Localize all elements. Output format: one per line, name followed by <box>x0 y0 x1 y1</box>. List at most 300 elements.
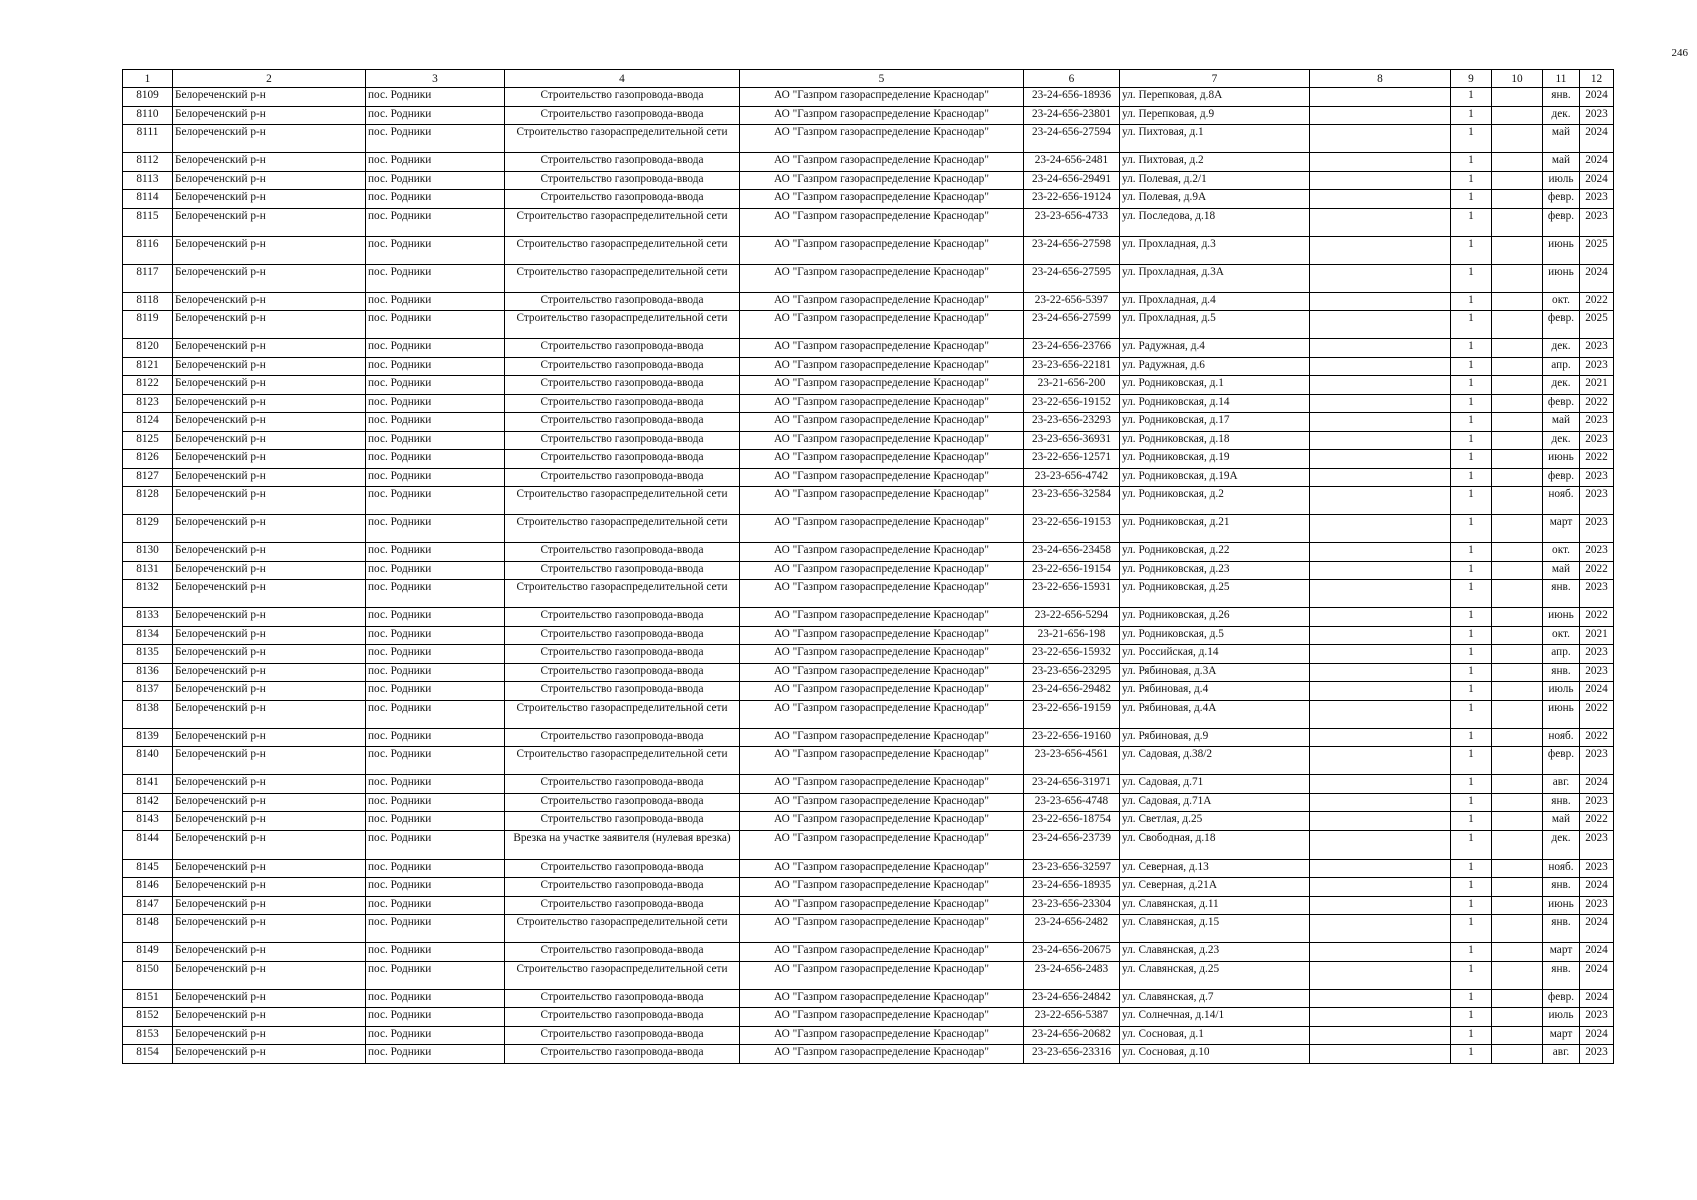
district-cell: Белореченский р-н <box>173 896 366 915</box>
month-cell: дек. <box>1543 376 1580 395</box>
settlement-cell: пос. Родники <box>366 608 505 627</box>
column-10-cell <box>1492 543 1543 562</box>
district-cell: Белореченский р-н <box>173 487 366 515</box>
settlement-cell: пос. Родники <box>366 413 505 432</box>
column-8-cell <box>1310 859 1451 878</box>
year-cell: 2024 <box>1580 915 1614 943</box>
year-cell: 2024 <box>1580 171 1614 190</box>
work-type-cell: Строительство газораспределительной сети <box>505 700 740 728</box>
application-code-cell: 23-24-656-20682 <box>1024 1026 1120 1045</box>
district-cell: Белореченский р-н <box>173 413 366 432</box>
district-cell: Белореченский р-н <box>173 543 366 562</box>
month-cell: июль <box>1543 682 1580 701</box>
application-code-cell: 23-23-656-4733 <box>1024 208 1120 236</box>
quantity-cell: 1 <box>1451 561 1492 580</box>
column-8-cell <box>1310 153 1451 172</box>
month-cell: май <box>1543 413 1580 432</box>
address-cell: ул. Родниковская, д.22 <box>1120 543 1310 562</box>
column-header: 11 <box>1543 70 1580 88</box>
settlement-cell: пос. Родники <box>366 1008 505 1027</box>
work-type-cell: Строительство газопровода-ввода <box>505 896 740 915</box>
application-code-cell: 23-24-656-23801 <box>1024 106 1120 125</box>
address-cell: ул. Прохладная, д.3 <box>1120 236 1310 264</box>
organization-cell: АО "Газпром газораспределение Краснодар" <box>740 1008 1024 1027</box>
month-cell: дек. <box>1543 830 1580 859</box>
table-row <box>123 943 1614 962</box>
year-cell: 2023 <box>1580 859 1614 878</box>
row-number: 8109 <box>123 88 173 107</box>
month-cell: янв. <box>1543 915 1580 943</box>
column-8-cell <box>1310 915 1451 943</box>
year-cell: 2021 <box>1580 626 1614 645</box>
organization-cell: АО "Газпром газораспределение Краснодар" <box>740 608 1024 627</box>
quantity-cell: 1 <box>1451 859 1492 878</box>
application-code-cell: 23-23-656-23293 <box>1024 413 1120 432</box>
work-type-cell: Строительство газопровода-ввода <box>505 292 740 311</box>
district-cell: Белореченский р-н <box>173 1008 366 1027</box>
column-10-cell <box>1492 859 1543 878</box>
application-code-cell: 23-24-656-2482 <box>1024 915 1120 943</box>
quantity-cell: 1 <box>1451 626 1492 645</box>
column-header: 12 <box>1580 70 1614 88</box>
column-8-cell <box>1310 431 1451 450</box>
address-cell: ул. Рябиновая, д.3А <box>1120 663 1310 682</box>
table-row <box>123 543 1614 562</box>
district-cell: Белореченский р-н <box>173 663 366 682</box>
organization-cell: АО "Газпром газораспределение Краснодар" <box>740 468 1024 487</box>
settlement-cell: пос. Родники <box>366 915 505 943</box>
address-cell: ул. Родниковская, д.19 <box>1120 450 1310 469</box>
table-row <box>123 728 1614 747</box>
month-cell: май <box>1543 153 1580 172</box>
application-code-cell: 23-23-656-36931 <box>1024 431 1120 450</box>
settlement-cell: пос. Родники <box>366 543 505 562</box>
address-cell: ул. Полевая, д.9А <box>1120 190 1310 209</box>
table-row <box>123 793 1614 812</box>
work-type-cell: Строительство газопровода-ввода <box>505 450 740 469</box>
work-type-cell: Строительство газопровода-ввода <box>505 394 740 413</box>
table-row <box>123 580 1614 608</box>
district-cell: Белореченский р-н <box>173 376 366 395</box>
address-cell: ул. Радужная, д.4 <box>1120 339 1310 358</box>
table-row <box>123 515 1614 543</box>
address-cell: ул. Перепковая, д.8А <box>1120 88 1310 107</box>
address-cell: ул. Родниковская, д.1 <box>1120 376 1310 395</box>
year-cell: 2023 <box>1580 106 1614 125</box>
row-number: 8153 <box>123 1026 173 1045</box>
settlement-cell: пос. Родники <box>366 663 505 682</box>
work-type-cell: Строительство газопровода-ввода <box>505 728 740 747</box>
month-cell: дек. <box>1543 431 1580 450</box>
month-cell: июнь <box>1543 264 1580 292</box>
row-number: 8147 <box>123 896 173 915</box>
work-type-cell: Строительство газораспределительной сети <box>505 208 740 236</box>
table-header <box>123 70 1614 88</box>
address-cell: ул. Славянская, д.25 <box>1120 961 1310 989</box>
organization-cell: АО "Газпром газораспределение Краснодар" <box>740 413 1024 432</box>
table-row <box>123 561 1614 580</box>
application-code-cell: 23-24-656-27595 <box>1024 264 1120 292</box>
address-cell: ул. Прохладная, д.3А <box>1120 264 1310 292</box>
address-cell: ул. Родниковская, д.21 <box>1120 515 1310 543</box>
address-cell: ул. Прохладная, д.5 <box>1120 311 1310 339</box>
year-cell: 2023 <box>1580 487 1614 515</box>
column-10-cell <box>1492 608 1543 627</box>
application-code-cell: 23-22-656-18754 <box>1024 812 1120 831</box>
month-cell: март <box>1543 515 1580 543</box>
work-type-cell: Строительство газораспределительной сети <box>505 747 740 775</box>
row-number: 8139 <box>123 728 173 747</box>
quantity-cell: 1 <box>1451 775 1492 794</box>
work-type-cell: Строительство газопровода-ввода <box>505 431 740 450</box>
settlement-cell: пос. Родники <box>366 645 505 664</box>
column-8-cell <box>1310 106 1451 125</box>
table-row <box>123 812 1614 831</box>
district-cell: Белореченский р-н <box>173 339 366 358</box>
organization-cell: АО "Газпром газораспределение Краснодар" <box>740 339 1024 358</box>
registry-table <box>122 69 1614 1064</box>
year-cell: 2025 <box>1580 311 1614 339</box>
month-cell: янв. <box>1543 793 1580 812</box>
settlement-cell: пос. Родники <box>366 561 505 580</box>
address-cell: ул. Свободная, д.18 <box>1120 830 1310 859</box>
table-row <box>123 878 1614 897</box>
year-cell: 2023 <box>1580 896 1614 915</box>
application-code-cell: 23-24-656-29482 <box>1024 682 1120 701</box>
quantity-cell: 1 <box>1451 1008 1492 1027</box>
column-10-cell <box>1492 190 1543 209</box>
application-code-cell: 23-23-656-23316 <box>1024 1045 1120 1064</box>
organization-cell: АО "Газпром газораспределение Краснодар" <box>740 311 1024 339</box>
year-cell: 2025 <box>1580 236 1614 264</box>
column-10-cell <box>1492 645 1543 664</box>
row-number: 8128 <box>123 487 173 515</box>
quantity-cell: 1 <box>1451 468 1492 487</box>
organization-cell: АО "Газпром газораспределение Краснодар" <box>740 747 1024 775</box>
row-number: 8124 <box>123 413 173 432</box>
table-row <box>123 339 1614 358</box>
column-10-cell <box>1492 468 1543 487</box>
table-row <box>123 468 1614 487</box>
quantity-cell: 1 <box>1451 682 1492 701</box>
district-cell: Белореченский р-н <box>173 515 366 543</box>
settlement-cell: пос. Родники <box>366 311 505 339</box>
work-type-cell: Строительство газопровода-ввода <box>505 413 740 432</box>
table-row <box>123 915 1614 943</box>
month-cell: июль <box>1543 1008 1580 1027</box>
column-10-cell <box>1492 943 1543 962</box>
district-cell: Белореченский р-н <box>173 394 366 413</box>
quantity-cell: 1 <box>1451 413 1492 432</box>
work-type-cell: Строительство газопровода-ввода <box>505 376 740 395</box>
month-cell: май <box>1543 561 1580 580</box>
table-body <box>123 88 1614 1064</box>
table-row <box>123 1026 1614 1045</box>
month-cell: нояб. <box>1543 728 1580 747</box>
work-type-cell: Строительство газопровода-ввода <box>505 878 740 897</box>
settlement-cell: пос. Родники <box>366 793 505 812</box>
quantity-cell: 1 <box>1451 394 1492 413</box>
quantity-cell: 1 <box>1451 125 1492 153</box>
organization-cell: АО "Газпром газораспределение Краснодар" <box>740 236 1024 264</box>
column-10-cell <box>1492 431 1543 450</box>
month-cell: февр. <box>1543 747 1580 775</box>
row-number: 8125 <box>123 431 173 450</box>
quantity-cell: 1 <box>1451 357 1492 376</box>
column-10-cell <box>1492 153 1543 172</box>
settlement-cell: пос. Родники <box>366 153 505 172</box>
settlement-cell: пос. Родники <box>366 125 505 153</box>
quantity-cell: 1 <box>1451 171 1492 190</box>
row-number: 8140 <box>123 747 173 775</box>
settlement-cell: пос. Родники <box>366 989 505 1008</box>
year-cell: 2024 <box>1580 125 1614 153</box>
column-10-cell <box>1492 1008 1543 1027</box>
column-8-cell <box>1310 830 1451 859</box>
quantity-cell: 1 <box>1451 580 1492 608</box>
row-number: 8127 <box>123 468 173 487</box>
table-row <box>123 775 1614 794</box>
application-code-cell: 23-22-656-5397 <box>1024 292 1120 311</box>
month-cell: янв. <box>1543 961 1580 989</box>
district-cell: Белореченский р-н <box>173 580 366 608</box>
row-number: 8115 <box>123 208 173 236</box>
work-type-cell: Строительство газораспределительной сети <box>505 264 740 292</box>
district-cell: Белореченский р-н <box>173 357 366 376</box>
work-type-cell: Строительство газораспределительной сети <box>505 487 740 515</box>
year-cell: 2021 <box>1580 376 1614 395</box>
row-number: 8118 <box>123 292 173 311</box>
district-cell: Белореченский р-н <box>173 88 366 107</box>
column-header: 7 <box>1120 70 1310 88</box>
work-type-cell: Строительство газопровода-ввода <box>505 1026 740 1045</box>
year-cell: 2023 <box>1580 1008 1614 1027</box>
address-cell: ул. Рябиновая, д.4А <box>1120 700 1310 728</box>
column-header: 5 <box>740 70 1024 88</box>
quantity-cell: 1 <box>1451 915 1492 943</box>
application-code-cell: 23-24-656-27594 <box>1024 125 1120 153</box>
district-cell: Белореченский р-н <box>173 961 366 989</box>
address-cell: ул. Родниковская, д.25 <box>1120 580 1310 608</box>
work-type-cell: Строительство газораспределительной сети <box>505 236 740 264</box>
application-code-cell: 23-24-656-18936 <box>1024 88 1120 107</box>
quantity-cell: 1 <box>1451 700 1492 728</box>
application-code-cell: 23-22-656-15932 <box>1024 645 1120 664</box>
year-cell: 2022 <box>1580 394 1614 413</box>
row-number: 8149 <box>123 943 173 962</box>
district-cell: Белореченский р-н <box>173 236 366 264</box>
application-code-cell: 23-24-656-2483 <box>1024 961 1120 989</box>
quantity-cell: 1 <box>1451 896 1492 915</box>
quantity-cell: 1 <box>1451 339 1492 358</box>
settlement-cell: пос. Родники <box>366 580 505 608</box>
year-cell: 2023 <box>1580 663 1614 682</box>
year-cell: 2023 <box>1580 543 1614 562</box>
settlement-cell: пос. Родники <box>366 682 505 701</box>
month-cell: янв. <box>1543 878 1580 897</box>
month-cell: июнь <box>1543 700 1580 728</box>
settlement-cell: пос. Родники <box>366 859 505 878</box>
address-cell: ул. Родниковская, д.14 <box>1120 394 1310 413</box>
organization-cell: АО "Газпром газораспределение Краснодар" <box>740 125 1024 153</box>
organization-cell: АО "Газпром газораспределение Краснодар" <box>740 793 1024 812</box>
settlement-cell: пос. Родники <box>366 339 505 358</box>
row-number: 8143 <box>123 812 173 831</box>
year-cell: 2023 <box>1580 190 1614 209</box>
application-code-cell: 23-23-656-4561 <box>1024 747 1120 775</box>
address-cell: ул. Российская, д.14 <box>1120 645 1310 664</box>
address-cell: ул. Северная, д.21А <box>1120 878 1310 897</box>
year-cell: 2024 <box>1580 878 1614 897</box>
organization-cell: АО "Газпром газораспределение Краснодар" <box>740 645 1024 664</box>
address-cell: ул. Родниковская, д.18 <box>1120 431 1310 450</box>
application-code-cell: 23-24-656-24842 <box>1024 989 1120 1008</box>
column-10-cell <box>1492 682 1543 701</box>
table-row <box>123 394 1614 413</box>
quantity-cell: 1 <box>1451 1026 1492 1045</box>
year-cell: 2024 <box>1580 88 1614 107</box>
quantity-cell: 1 <box>1451 190 1492 209</box>
column-8-cell <box>1310 339 1451 358</box>
organization-cell: АО "Газпром газораспределение Краснодар" <box>740 1026 1024 1045</box>
address-cell: ул. Полевая, д.2/1 <box>1120 171 1310 190</box>
organization-cell: АО "Газпром газораспределение Краснодар" <box>740 728 1024 747</box>
row-number: 8148 <box>123 915 173 943</box>
district-cell: Белореченский р-н <box>173 859 366 878</box>
page-number: 246 <box>1671 47 1688 59</box>
column-8-cell <box>1310 878 1451 897</box>
month-cell: окт. <box>1543 543 1580 562</box>
year-cell: 2022 <box>1580 292 1614 311</box>
column-8-cell <box>1310 775 1451 794</box>
month-cell: февр. <box>1543 208 1580 236</box>
work-type-cell: Строительство газопровода-ввода <box>505 106 740 125</box>
table-row <box>123 171 1614 190</box>
settlement-cell: пос. Родники <box>366 775 505 794</box>
organization-cell: АО "Газпром газораспределение Краснодар" <box>740 812 1024 831</box>
application-code-cell: 23-22-656-19124 <box>1024 190 1120 209</box>
month-cell: март <box>1543 1026 1580 1045</box>
month-cell: февр. <box>1543 468 1580 487</box>
row-number: 8137 <box>123 682 173 701</box>
settlement-cell: пос. Родники <box>366 626 505 645</box>
application-code-cell: 23-22-656-15931 <box>1024 580 1120 608</box>
organization-cell: АО "Газпром газораспределение Краснодар" <box>740 171 1024 190</box>
application-code-cell: 23-24-656-27598 <box>1024 236 1120 264</box>
organization-cell: АО "Газпром газораспределение Краснодар" <box>740 775 1024 794</box>
table-row <box>123 645 1614 664</box>
year-cell: 2024 <box>1580 1026 1614 1045</box>
table-row <box>123 450 1614 469</box>
row-number: 8145 <box>123 859 173 878</box>
column-8-cell <box>1310 413 1451 432</box>
month-cell: авг. <box>1543 1045 1580 1064</box>
application-code-cell: 23-24-656-31971 <box>1024 775 1120 794</box>
month-cell: февр. <box>1543 394 1580 413</box>
year-cell: 2023 <box>1580 208 1614 236</box>
address-cell: ул. Родниковская, д.26 <box>1120 608 1310 627</box>
address-cell: ул. Славянская, д.11 <box>1120 896 1310 915</box>
month-cell: февр. <box>1543 311 1580 339</box>
address-cell: ул. Пихтовая, д.1 <box>1120 125 1310 153</box>
table-row <box>123 989 1614 1008</box>
table-row <box>123 663 1614 682</box>
row-number: 8119 <box>123 311 173 339</box>
work-type-cell: Строительство газопровода-ввода <box>505 989 740 1008</box>
column-10-cell <box>1492 450 1543 469</box>
address-cell: ул. Северная, д.13 <box>1120 859 1310 878</box>
settlement-cell: пос. Родники <box>366 236 505 264</box>
organization-cell: АО "Газпром газораспределение Краснодар" <box>740 561 1024 580</box>
work-type-cell: Строительство газопровода-ввода <box>505 943 740 962</box>
organization-cell: АО "Газпром газораспределение Краснодар" <box>740 989 1024 1008</box>
month-cell: авг. <box>1543 775 1580 794</box>
column-header: 4 <box>505 70 740 88</box>
table-row <box>123 264 1614 292</box>
row-number: 8141 <box>123 775 173 794</box>
column-10-cell <box>1492 989 1543 1008</box>
column-8-cell <box>1310 682 1451 701</box>
column-10-cell <box>1492 311 1543 339</box>
organization-cell: АО "Газпром газораспределение Краснодар" <box>740 190 1024 209</box>
quantity-cell: 1 <box>1451 961 1492 989</box>
table-row <box>123 413 1614 432</box>
column-8-cell <box>1310 793 1451 812</box>
column-8-cell <box>1310 292 1451 311</box>
application-code-cell: 23-24-656-23739 <box>1024 830 1120 859</box>
quantity-cell: 1 <box>1451 1045 1492 1064</box>
row-number: 8133 <box>123 608 173 627</box>
organization-cell: АО "Газпром газораспределение Краснодар" <box>740 700 1024 728</box>
column-10-cell <box>1492 775 1543 794</box>
column-header: 9 <box>1451 70 1492 88</box>
column-8-cell <box>1310 125 1451 153</box>
column-10-cell <box>1492 171 1543 190</box>
district-cell: Белореченский р-н <box>173 700 366 728</box>
column-8-cell <box>1310 580 1451 608</box>
table-row <box>123 431 1614 450</box>
address-cell: ул. Славянская, д.23 <box>1120 943 1310 962</box>
address-cell: ул. Родниковская, д.19А <box>1120 468 1310 487</box>
application-code-cell: 23-21-656-198 <box>1024 626 1120 645</box>
application-code-cell: 23-22-656-19154 <box>1024 561 1120 580</box>
application-code-cell: 23-23-656-23295 <box>1024 663 1120 682</box>
address-cell: ул. Славянская, д.7 <box>1120 989 1310 1008</box>
column-10-cell <box>1492 626 1543 645</box>
district-cell: Белореченский р-н <box>173 1045 366 1064</box>
work-type-cell: Строительство газораспределительной сети <box>505 915 740 943</box>
row-number: 8138 <box>123 700 173 728</box>
application-code-cell: 23-23-656-32584 <box>1024 487 1120 515</box>
settlement-cell: пос. Родники <box>366 190 505 209</box>
table-row <box>123 376 1614 395</box>
work-type-cell: Строительство газопровода-ввода <box>505 171 740 190</box>
organization-cell: АО "Газпром газораспределение Краснодар" <box>740 663 1024 682</box>
month-cell: июнь <box>1543 450 1580 469</box>
district-cell: Белореченский р-н <box>173 775 366 794</box>
year-cell: 2024 <box>1580 989 1614 1008</box>
quantity-cell: 1 <box>1451 645 1492 664</box>
column-10-cell <box>1492 561 1543 580</box>
month-cell: июнь <box>1543 608 1580 627</box>
district-cell: Белореченский р-н <box>173 468 366 487</box>
column-10-cell <box>1492 700 1543 728</box>
application-code-cell: 23-22-656-12571 <box>1024 450 1120 469</box>
month-cell: янв. <box>1543 88 1580 107</box>
column-8-cell <box>1310 450 1451 469</box>
settlement-cell: пос. Родники <box>366 1045 505 1064</box>
table-row <box>123 608 1614 627</box>
